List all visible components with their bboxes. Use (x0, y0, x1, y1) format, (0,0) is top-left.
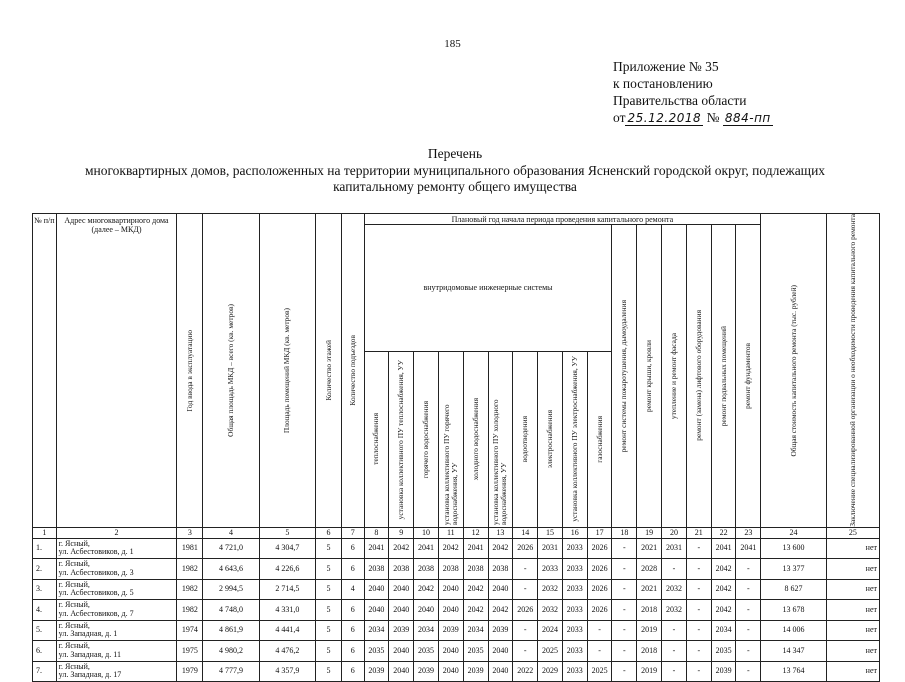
cell-c8: 2034 (364, 620, 389, 641)
cell-c21: - (686, 559, 711, 580)
column-number: 11 (438, 527, 463, 538)
address-street: ул. Западная, д. 1 (58, 629, 118, 639)
cell-c10: 2034 (414, 620, 439, 641)
cell-floors: 5 (316, 661, 342, 682)
cell-total: 4 980,2 (203, 641, 259, 662)
cell-c21: - (686, 641, 711, 662)
cell-c8: 2035 (364, 641, 389, 662)
cell-c11: 2042 (438, 538, 463, 559)
header-total-area: Общая площадь МКД – всего (кв. метров) (203, 214, 259, 528)
column-number: 6 (316, 527, 342, 538)
cell-c18: - (612, 559, 637, 580)
cell-c11: 2039 (438, 620, 463, 641)
cell-year: 1982 (177, 559, 203, 580)
header-address: Адрес многоквартирного дома (далее – МКД) (56, 214, 177, 528)
table-row (33, 559, 880, 580)
cell-c11: 2038 (438, 559, 463, 580)
cell-c16: 2033 (562, 661, 587, 682)
cell-c12: 2035 (463, 641, 488, 662)
header-gas: газоснабжения (587, 351, 612, 527)
date-prefix: от (613, 110, 626, 125)
cell-total: 4 748,0 (203, 600, 259, 621)
cell-entr: 6 (341, 661, 364, 682)
cell-c13: 2040 (488, 641, 513, 662)
address-street: ул. Асбестовиков, д. 3 (58, 567, 134, 577)
cell-c13: 2040 (488, 661, 513, 682)
cell-floors: 5 (316, 538, 342, 559)
cell-c15: 2032 (538, 600, 563, 621)
cell-c23: - (736, 641, 761, 662)
cell-c16: 2033 (562, 559, 587, 580)
cell-c17: - (587, 620, 612, 641)
cell-c23: - (736, 620, 761, 641)
header-internal-systems: внутридомовые инженерные системы (364, 225, 612, 352)
cell-conclusion: нет (826, 620, 879, 641)
header-planned-year: Плановый год начала периода проведения капитального ремонта (364, 214, 761, 225)
cell-year: 1982 (177, 579, 203, 600)
address-city: г. Ясный, (58, 559, 90, 569)
cell-c23: - (736, 559, 761, 580)
column-number: 13 (488, 527, 513, 538)
cell-c17: 2026 (587, 559, 612, 580)
cell-total: 4 777,9 (203, 661, 259, 682)
header-fire-system: ремонт системы пожаротушения, дымоудаления (612, 225, 637, 528)
cell-entr: 6 (341, 620, 364, 641)
row-number: 3. (33, 579, 57, 600)
cell-c10: 2041 (414, 538, 439, 559)
column-number: 17 (587, 527, 612, 538)
cell-c17: 2025 (587, 661, 612, 682)
cell-conclusion: нет (826, 538, 879, 559)
row-address (56, 538, 177, 559)
cell-year: 1982 (177, 600, 203, 621)
cell-cost: 13 678 (761, 600, 826, 621)
cell-c14: 2026 (513, 538, 538, 559)
column-number: 12 (463, 527, 488, 538)
cell-c21: - (686, 600, 711, 621)
cell-c19: 2021 (637, 579, 662, 600)
address-street: ул. Асбестовиков, д. 1 (58, 547, 134, 557)
cell-c12: 2042 (463, 579, 488, 600)
header-premises-area: Площадь помещений МКД (кв. метров) (259, 214, 315, 528)
cell-total: 2 994,5 (203, 579, 259, 600)
cell-entr: 4 (341, 579, 364, 600)
address-street: ул. Асбестовиков, д. 7 (58, 608, 134, 618)
cell-c16: 2033 (562, 538, 587, 559)
cell-conclusion: нет (826, 661, 879, 682)
column-number: 3 (177, 527, 203, 538)
appendix-resolution: к постановлению (613, 76, 713, 91)
column-number-row (33, 527, 880, 538)
cell-c20: - (662, 641, 687, 662)
cell-conclusion: нет (826, 641, 879, 662)
row-address (56, 559, 177, 580)
cell-cost: 13 377 (761, 559, 826, 580)
table-row (33, 661, 880, 682)
cell-c16: 2033 (562, 600, 587, 621)
cell-c13: 2042 (488, 538, 513, 559)
cell-c15: 2024 (538, 620, 563, 641)
cell-c12: 2038 (463, 559, 488, 580)
cell-c14: - (513, 579, 538, 600)
cell-c18: - (612, 579, 637, 600)
cell-c19: 2019 (637, 661, 662, 682)
cell-c8: 2039 (364, 661, 389, 682)
row-number: 7. (33, 661, 57, 682)
address-city: г. Ясный, (58, 620, 90, 630)
table-row (33, 641, 880, 662)
cell-year: 1974 (177, 620, 203, 641)
table-row (33, 620, 880, 641)
cell-c23: - (736, 661, 761, 682)
cell-c9: 2040 (389, 579, 414, 600)
column-number: 4 (203, 527, 259, 538)
row-number: 1. (33, 538, 57, 559)
cell-c8: 2041 (364, 538, 389, 559)
header-conclusion: Заключение специализированной организации о необходимости проведения капитального ремонта (826, 214, 879, 528)
cell-c11: 2040 (438, 600, 463, 621)
cell-c11: 2040 (438, 661, 463, 682)
cell-total: 4 861,9 (203, 620, 259, 641)
cell-total: 4 721,0 (203, 538, 259, 559)
address-city: г. Ясный, (58, 641, 90, 651)
cell-c19: 2028 (637, 559, 662, 580)
cell-conclusion: нет (826, 579, 879, 600)
cell-c14: - (513, 559, 538, 580)
header-num: № п/п (33, 214, 57, 528)
handwritten-date: 25.12.2018 (627, 111, 702, 125)
cell-c23: 2041 (736, 538, 761, 559)
cell-c9: 2038 (389, 559, 414, 580)
row-address (56, 641, 177, 662)
address-street: ул. Асбестовиков, д. 5 (58, 588, 134, 598)
cell-c18: - (612, 620, 637, 641)
cell-c17: 2026 (587, 579, 612, 600)
cell-c20: - (662, 620, 687, 641)
cell-c22: 2034 (711, 620, 736, 641)
column-number: 2 (56, 527, 177, 538)
cell-premises: 4 226,6 (259, 559, 315, 580)
cell-c18: - (612, 661, 637, 682)
cell-c11: 2040 (438, 579, 463, 600)
cell-c12: 2042 (463, 600, 488, 621)
title-line-3: капитальному ремонту общего имущества (333, 179, 577, 194)
header-facade: утепление и ремонт фасада (662, 225, 687, 528)
cell-c22: 2039 (711, 661, 736, 682)
cell-cost: 14 006 (761, 620, 826, 641)
cell-c11: 2040 (438, 641, 463, 662)
cell-c16: 2033 (562, 579, 587, 600)
appendix-government: Правительства области (613, 93, 747, 108)
cell-premises: 2 714,5 (259, 579, 315, 600)
column-number: 5 (259, 527, 315, 538)
cell-c20: - (662, 559, 687, 580)
cell-c13: 2038 (488, 559, 513, 580)
table-body (33, 538, 880, 682)
cell-year: 1979 (177, 661, 203, 682)
cell-c22: 2035 (711, 641, 736, 662)
cell-c17: 2026 (587, 600, 612, 621)
header-foundation: ремонт фундаментов (736, 225, 761, 528)
appendix-date-line (613, 109, 773, 126)
address-street: ул. Западная, д. 17 (58, 670, 122, 680)
cell-c13: 2042 (488, 600, 513, 621)
cell-c10: 2042 (414, 579, 439, 600)
cell-c22: 2041 (711, 538, 736, 559)
column-number: 23 (736, 527, 761, 538)
cell-c21: - (686, 620, 711, 641)
cell-floors: 5 (316, 620, 342, 641)
cell-c10: 2035 (414, 641, 439, 662)
title-line-2: многоквартирных домов, расположенных на территории муниципального образования Ясненский городской округ, подлежащих (84, 162, 826, 178)
cell-c17: - (587, 641, 612, 662)
cell-c15: 2025 (538, 641, 563, 662)
header-hot-water-meters: установка коллективного ПУ горячего водоснабжения, УУ (438, 351, 463, 527)
row-address (56, 600, 177, 621)
header-entrances: Количество подъездов (341, 214, 364, 528)
title-line-1: Перечень (427, 146, 483, 161)
header-roof: ремонт крыши, кровли (637, 225, 662, 528)
cell-c20: 2032 (662, 600, 687, 621)
cell-c18: - (612, 641, 637, 662)
cell-c18: - (612, 600, 637, 621)
cell-c10: 2038 (414, 559, 439, 580)
cell-floors: 5 (316, 641, 342, 662)
row-address (56, 620, 177, 641)
header-elevator: ремонт (замена) лифтового оборудования (686, 225, 711, 528)
cell-cost: 14 347 (761, 641, 826, 662)
cell-c9: 2040 (389, 600, 414, 621)
cell-entr: 6 (341, 600, 364, 621)
cell-c21: - (686, 661, 711, 682)
cell-c10: 2040 (414, 600, 439, 621)
column-number: 24 (761, 527, 826, 538)
cell-c9: 2040 (389, 641, 414, 662)
row-number: 6. (33, 641, 57, 662)
column-number: 9 (389, 527, 414, 538)
header-electricity-meters: установка коллективного ПУ электроснабжения, УУ (562, 351, 587, 527)
cell-c16: 2033 (562, 620, 587, 641)
capital-repair-table (32, 213, 880, 682)
column-number: 16 (562, 527, 587, 538)
cell-c14: - (513, 620, 538, 641)
table-row (33, 579, 880, 600)
row-number: 5. (33, 620, 57, 641)
cell-c13: 2040 (488, 579, 513, 600)
header-year-built: Год ввода в эксплуатацию (177, 214, 203, 528)
column-number: 1 (33, 527, 57, 538)
cell-entr: 6 (341, 559, 364, 580)
cell-c8: 2040 (364, 600, 389, 621)
column-number: 8 (364, 527, 389, 538)
column-number: 7 (341, 527, 364, 538)
header-basement: ремонт подвальных помещений (711, 225, 736, 528)
cell-premises: 4 357,9 (259, 661, 315, 682)
cell-conclusion: нет (826, 559, 879, 580)
header-cold-water-meters: установка коллективного ПУ холодного водоснабжения, УУ (488, 351, 513, 527)
header-sewerage: водоотведения (513, 351, 538, 527)
cell-floors: 5 (316, 579, 342, 600)
cell-c14: 2026 (513, 600, 538, 621)
cell-premises: 4 476,2 (259, 641, 315, 662)
cell-premises: 4 441,4 (259, 620, 315, 641)
column-number: 25 (826, 527, 879, 538)
header-cold-water: холодного водоснабжения (463, 351, 488, 527)
address-city: г. Ясный, (58, 538, 90, 548)
cell-c19: 2021 (637, 538, 662, 559)
address-city: г. Ясный, (58, 579, 90, 589)
row-address (56, 661, 177, 682)
address-city: г. Ясный, (58, 600, 90, 610)
column-number: 21 (686, 527, 711, 538)
appendix-block (613, 58, 773, 126)
cell-premises: 4 331,0 (259, 600, 315, 621)
cell-c19: 2018 (637, 600, 662, 621)
header-heating-meters: установка коллективного ПУ теплоснабжения, УУ (389, 351, 414, 527)
cell-c14: 2022 (513, 661, 538, 682)
column-number: 18 (612, 527, 637, 538)
cell-c16: 2033 (562, 641, 587, 662)
cell-c20: - (662, 661, 687, 682)
address-city: г. Ясный, (58, 661, 90, 671)
row-number: 4. (33, 600, 57, 621)
cell-c20: 2031 (662, 538, 687, 559)
header-total-cost: Общая стоимость капитального ремонта (тыс. рублей) (761, 214, 826, 528)
header-floors: Количество этажей (316, 214, 342, 528)
cell-year: 1975 (177, 641, 203, 662)
row-address (56, 579, 177, 600)
cell-c17: 2026 (587, 538, 612, 559)
header-heating: теплоснабжения (364, 351, 389, 527)
cell-c8: 2038 (364, 559, 389, 580)
column-number: 10 (414, 527, 439, 538)
cell-c9: 2040 (389, 661, 414, 682)
cell-c22: 2042 (711, 600, 736, 621)
cell-floors: 5 (316, 559, 342, 580)
cell-c12: 2034 (463, 620, 488, 641)
table-row (33, 538, 880, 559)
cell-c18: - (612, 538, 637, 559)
cell-c8: 2040 (364, 579, 389, 600)
cell-c14: - (513, 641, 538, 662)
cell-c15: 2033 (538, 559, 563, 580)
column-number: 22 (711, 527, 736, 538)
cell-c23: - (736, 579, 761, 600)
cell-c9: 2039 (389, 620, 414, 641)
cell-premises: 4 304,7 (259, 538, 315, 559)
page-number: 185 (444, 38, 461, 50)
appendix-title: Приложение № 35 (613, 59, 719, 74)
document-title (30, 146, 880, 196)
cell-c12: 2039 (463, 661, 488, 682)
cell-c20: 2032 (662, 579, 687, 600)
cell-c10: 2039 (414, 661, 439, 682)
cell-c13: 2039 (488, 620, 513, 641)
cell-c21: - (686, 538, 711, 559)
cell-year: 1981 (177, 538, 203, 559)
cell-c12: 2041 (463, 538, 488, 559)
cell-c19: 2018 (637, 641, 662, 662)
cell-c19: 2019 (637, 620, 662, 641)
cell-total: 4 643,6 (203, 559, 259, 580)
column-number: 20 (662, 527, 687, 538)
cell-conclusion: нет (826, 600, 879, 621)
cell-cost: 13 600 (761, 538, 826, 559)
table-row (33, 600, 880, 621)
row-number: 2. (33, 559, 57, 580)
cell-c15: 2029 (538, 661, 563, 682)
cell-c22: 2042 (711, 579, 736, 600)
cell-floors: 5 (316, 600, 342, 621)
cell-c15: 2031 (538, 538, 563, 559)
number-prefix: № (706, 110, 720, 125)
cell-entr: 6 (341, 641, 364, 662)
cell-c15: 2032 (538, 579, 563, 600)
header-hot-water: горячего водоснабжения (414, 351, 439, 527)
cell-c22: 2042 (711, 559, 736, 580)
cell-c21: - (686, 579, 711, 600)
cell-cost: 8 627 (761, 579, 826, 600)
cell-c9: 2042 (389, 538, 414, 559)
cell-cost: 13 764 (761, 661, 826, 682)
cell-c23: - (736, 600, 761, 621)
address-street: ул. Западная, д. 11 (58, 649, 121, 659)
column-number: 14 (513, 527, 538, 538)
cell-entr: 6 (341, 538, 364, 559)
handwritten-number: 884-пп (724, 111, 771, 125)
header-electricity: электроснабжения (538, 351, 563, 527)
column-number: 15 (538, 527, 563, 538)
column-number: 19 (637, 527, 662, 538)
